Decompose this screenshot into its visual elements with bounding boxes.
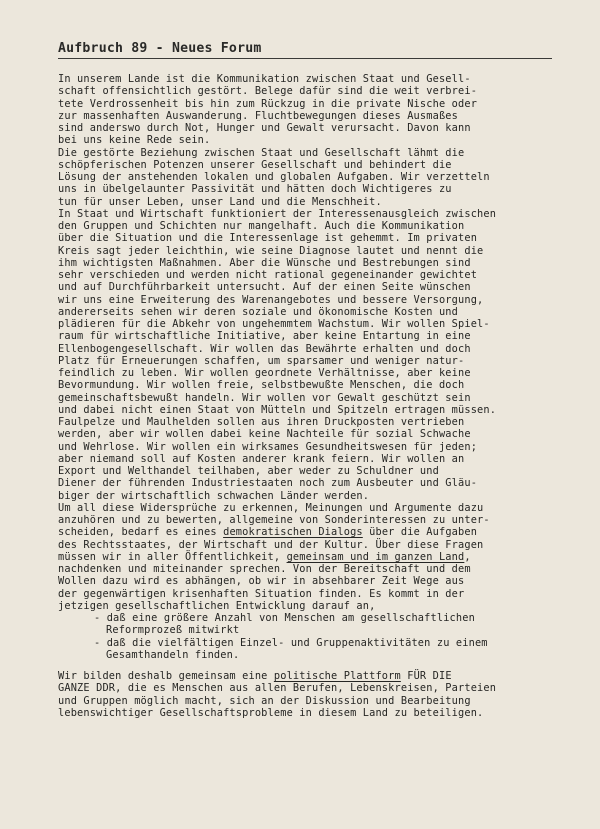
bullet-item: - daß die vielfältigen Einzel- und Gruppenaktivitäten zu einem [94, 636, 488, 649]
text-line: und dabei nicht einen Staat von Mütteln und Spitzeln ertragen müssen. [58, 403, 497, 416]
text-line: Diener der führenden Industriestaaten noch zum Ausbeuter und Gläu- [58, 477, 478, 490]
text-line: bei uns keine Rede sein. [58, 134, 211, 147]
text-line: Kreis sagt jeder leichthin, wie seine Diagnose lautet und nennt die [58, 244, 484, 257]
text-line: tete Verdrossenheit bis hin zum Rückzug in die private Nische oder [58, 97, 478, 110]
text-line: schaft offensichtlich gestört. Belege dafür sind die weit verbrei- [58, 85, 478, 98]
document-body [58, 73, 558, 719]
text-line: über die Situation und die Interessenlage ist gehemmt. Im privaten [58, 232, 478, 245]
text-line: Um all diese Widersprüche zu erkennen, Meinungen und Argumente dazu [58, 501, 484, 514]
text-line: GANZE DDR, die es Menschen aus allen Berufen, Lebenskreisen, Parteien [58, 682, 497, 695]
bullet-item: - daß eine größere Anzahl von Menschen am gesellschaftlichen [94, 612, 475, 624]
underlined-phrase: demokratischen Dialogs [223, 526, 363, 539]
underlined-phrase: gemeinsam und im ganzen Land [286, 550, 465, 563]
text-line: sind anderswo durch Not, Hunger und Gewalt verursacht. Davon kann [58, 122, 471, 134]
text-line: zur massenhaften Auswanderung. Fluchtbewegungen dieses Ausmaßes [58, 109, 459, 122]
text-line: Platz für Erneuerungen schaffen, um sparsamer und weniger natur- [58, 354, 465, 367]
text-line: ihm wichtigsten Maßnahmen. Aber die Wünsche und Bestrebungen sind [58, 256, 471, 269]
text-line: müssen wir in aller Öffentlichkeit, gemeinsam und im ganzen Land, [58, 550, 471, 563]
text-line: gemeinschaftsbewußt handeln. Wir wollen vor Gewalt geschützt sein [58, 391, 471, 404]
text-line: Ellenbogengesellschaft. Wir wollen das Bewährte erhalten und doch [58, 342, 471, 355]
text-line: wir uns eine Erweiterung des Warenangebotes und bessere Versorgung, [58, 293, 484, 306]
bullet-continuation: Reformprozeß mitwirkt [106, 624, 240, 637]
text-line: biger der wirtschaftlich schwachen Länder werden. [58, 489, 370, 502]
text-line: werden, aber wir wollen dabei keine Nachteile für sozial Schwache [58, 428, 471, 441]
bullet-continuation: Gesamthandeln finden. [106, 648, 240, 661]
text-line: den Gruppen und Schichten nur mangelhaft. Auch die Kommunikation [58, 220, 465, 232]
text-line: und Wehrlose. Wir wollen ein wirksames Gesundheitswesen für jeden; [58, 440, 478, 453]
text-line: Die gestörte Beziehung zwischen Staat und Gesellschaft lähmt die [58, 146, 465, 159]
text-line: Faulpelze und Maulhelden sollen aus ihren Druckposten vertrieben [58, 416, 465, 428]
text-line: feindlich zu leben. Wir wollen geordnete Verhältnisse, aber keine [58, 367, 471, 379]
text-line: scheiden, bedarf es eines demokratischen Dialogs über die Aufgaben [58, 526, 478, 539]
text-line: In unserem Lande ist die Kommunikation zwischen Staat und Gesell- [58, 73, 471, 85]
text-line: anzuhören und zu bewerten, allgemeine von Sonderinteressen zu unter- [58, 514, 490, 526]
document-header: Aufbruch 89 - Neues Forum [58, 41, 262, 56]
text-line: und auf Durchführbarkeit untersucht. Auf der einen Seite wünschen [58, 281, 471, 294]
header-rule [58, 58, 552, 59]
text-line: aber niemand soll auf Kosten anderer krank feiern. Wir wollen an [58, 452, 465, 465]
text-line: nachdenken und miteinander sprechen. Von der Bereitschaft und dem [58, 563, 471, 575]
text-line: sehr verschieden und werden nicht rational gegeneinander gewichtet [58, 269, 478, 281]
text-line: Bevormundung. Wir wollen freie, selbstbewußte Menschen, die doch [58, 379, 465, 392]
text-line: schöpferischen Potenzen unserer Gesellschaft und behindert die [58, 158, 452, 171]
text-line: Wir bilden deshalb gemeinsam eine politische Plattform FÜR DIE [58, 670, 452, 682]
text-line: In Staat und Wirtschaft funktioniert der Interessenausgleich zwischen [58, 207, 497, 220]
text-line: raum für wirtschaftliche Initiative, aber keine Entartung in eine [58, 330, 471, 343]
text-line: andererseits sehen wir deren soziale und ökonomische Kosten und [58, 305, 459, 318]
text-line: uns in übelgelaunter Passivität und hätten doch Wichtigeres zu [58, 183, 452, 196]
text-line: des Rechtsstaates, der Wirtschaft und der Kultur. Über diese Fragen [58, 538, 484, 551]
text-line: plädieren für die Abkehr von ungehemmtem Wachstum. Wir wollen Spiel- [58, 318, 490, 330]
text-line: und Gruppen möglich macht, sich an der Diskussion und Bearbeitung [58, 694, 471, 707]
text-line: tun für unser Leben, unser Land und die Menschheit. [58, 195, 382, 208]
text-line: jetzigen gesellschaftlichen Entwicklung darauf an, [58, 599, 376, 612]
text-line: der gegenwärtigen krisenhaften Situation finden. Es kommt in der [58, 587, 465, 600]
text-line: Lösung der anstehenden lokalen und globalen Aufgaben. Wir verzetteln [58, 171, 490, 183]
text-line: lebenswichtiger Gesellschaftsprobleme in diesem Land zu beteiligen. [58, 706, 484, 719]
text-line: Wollen dazu wird es abhängen, ob wir in absehbarer Zeit Wege aus [58, 575, 465, 588]
paragraph-gap [58, 661, 558, 670]
underlined-phrase: politische Plattform [273, 670, 401, 682]
text-line: Export und Welthandel teilhaben, aber weder zu Schuldner und [58, 465, 439, 477]
main-text [58, 73, 558, 526]
